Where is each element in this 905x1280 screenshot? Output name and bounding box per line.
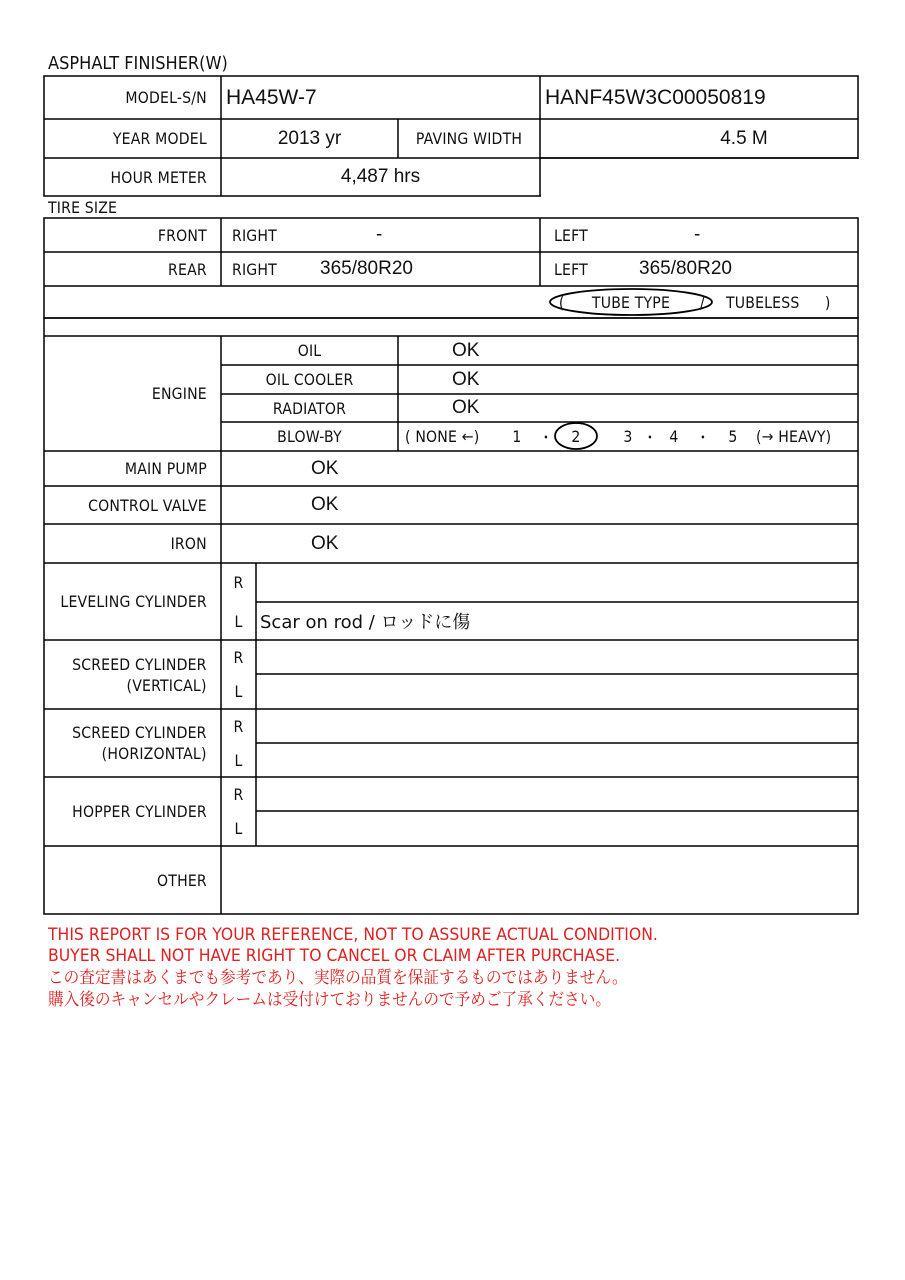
- oil-value: OK: [452, 339, 480, 361]
- oil-label: OIL: [297, 341, 322, 360]
- hopper-r-label: R: [233, 784, 244, 804]
- disclaimer-line-4: 購入後のキャンセルやクレームは受付けておりませんので予めご了承ください。: [48, 990, 612, 1010]
- tire-type-open-paren: (: [558, 292, 565, 312]
- tire-front-left-value: -: [694, 224, 701, 245]
- screed-vertical-label-line2: (VERTICAL): [126, 675, 207, 695]
- blowby-separator: ・: [538, 428, 554, 447]
- tire-front-right-value: -: [376, 224, 383, 245]
- tire-rear-left-label: LEFT: [554, 259, 588, 279]
- oil-cooler-value: OK: [452, 368, 480, 390]
- disclaimer-line-3: この査定書はあくまでも参考であり、実際の品質を保証するものではありません。: [48, 968, 628, 988]
- hopper-r-value: [260, 777, 850, 811]
- blowby-level-1: 1: [512, 427, 522, 446]
- control-valve-value: OK: [311, 494, 339, 515]
- blowby-label: BLOW-BY: [277, 427, 342, 446]
- engine-label: ENGINE: [151, 384, 207, 403]
- blowby-separator: ・: [695, 428, 711, 447]
- hour-meter-value: 4,487 hrs: [340, 166, 421, 187]
- screed-vertical-r-label: R: [233, 647, 244, 667]
- hopper-l-label: L: [234, 819, 243, 838]
- tire-type-slash: /: [699, 292, 705, 312]
- blowby-level-5: 5: [728, 427, 738, 446]
- form-title: ASPHALT FINISHER(W): [48, 53, 228, 74]
- year-value: 2013 yr: [277, 127, 342, 149]
- tire-type-close-paren: ): [824, 292, 831, 312]
- model-value: HA45W-7: [226, 85, 317, 109]
- tire-rear-left-value: 365/80R20: [639, 258, 732, 279]
- blowby-heavy-label: (→ HEAVY): [756, 427, 832, 446]
- paving-width-label: PAVING WIDTH: [415, 129, 523, 148]
- hour-meter-label: HOUR METER: [110, 167, 207, 187]
- radiator-label: RADIATOR: [272, 398, 347, 418]
- screed-cylinder-vertical-label: [54, 640, 206, 709]
- blowby-none-label: ( NONE ←): [405, 427, 480, 446]
- hopper-l-value: [260, 811, 850, 846]
- leveling-cylinder-label: LEVELING CYLINDER: [60, 592, 207, 611]
- leveling-r-value: [260, 563, 850, 602]
- paving-width-value: 4.5 M: [720, 127, 768, 149]
- model-sn-label: MODEL-S/N: [125, 88, 207, 107]
- tire-front-right-label: RIGHT: [232, 225, 277, 245]
- disclaimer-line-2: BUYER SHALL NOT HAVE RIGHT TO CANCEL OR CLAIM AFTER PURCHASE.: [48, 946, 621, 966]
- disclaimer-line-1: THIS REPORT IS FOR YOUR REFERENCE, NOT TO ASSURE ACTUAL CONDITION.: [48, 925, 658, 945]
- serial-number-value: HANF45W3C00050819: [545, 85, 766, 109]
- screed-vertical-l-value: [260, 674, 850, 709]
- screed-horizontal-label-line1: SCREED CYLINDER: [72, 723, 207, 742]
- main-pump-value: OK: [311, 457, 339, 479]
- tire-front-label: FRONT: [157, 225, 207, 245]
- screed-vertical-l-label: L: [234, 682, 243, 701]
- radiator-value: OK: [452, 397, 480, 418]
- screed-horizontal-r-label: R: [233, 716, 244, 736]
- blowby-separator: ・: [642, 428, 658, 447]
- leveling-r-label: R: [233, 573, 244, 592]
- control-valve-label: CONTROL VALVE: [88, 495, 207, 515]
- tubeless-option: TUBELESS: [726, 292, 800, 312]
- blowby-level-2: 2: [571, 427, 581, 446]
- oil-cooler-label: OIL COOLER: [265, 370, 354, 389]
- tire-rear-right-value: 365/80R20: [320, 258, 413, 279]
- tire-rear-right-label: RIGHT: [232, 259, 277, 279]
- leveling-l-value: Scar on rod / ロッドに傷: [260, 612, 471, 633]
- screed-horizontal-r-value: [260, 709, 850, 743]
- screed-cylinder-horizontal-label: [54, 709, 206, 777]
- screed-horizontal-l-value: [260, 743, 850, 777]
- tire-rear-label: REAR: [168, 259, 207, 279]
- tire-size-label: TIRE SIZE: [48, 198, 118, 217]
- year-model-label: YEAR MODEL: [112, 129, 207, 148]
- screed-horizontal-label-line2: (HORIZONTAL): [101, 744, 207, 763]
- other-label: OTHER: [157, 870, 207, 890]
- screed-horizontal-l-label: L: [234, 750, 243, 770]
- blowby-level-4: 4: [669, 427, 679, 446]
- screed-vertical-label-line1: SCREED CYLINDER: [72, 654, 207, 674]
- iron-value: OK: [311, 532, 339, 554]
- leveling-l-label: L: [234, 611, 243, 631]
- screed-vertical-r-value: [260, 640, 850, 674]
- iron-label: IRON: [170, 534, 207, 553]
- blowby-level-3: 3: [623, 427, 633, 446]
- main-pump-label: MAIN PUMP: [124, 459, 207, 478]
- tube-type-option: TUBE TYPE: [591, 292, 671, 312]
- tire-front-left-label: LEFT: [554, 225, 588, 245]
- hopper-cylinder-label: HOPPER CYLINDER: [72, 802, 207, 821]
- other-value: [226, 846, 851, 914]
